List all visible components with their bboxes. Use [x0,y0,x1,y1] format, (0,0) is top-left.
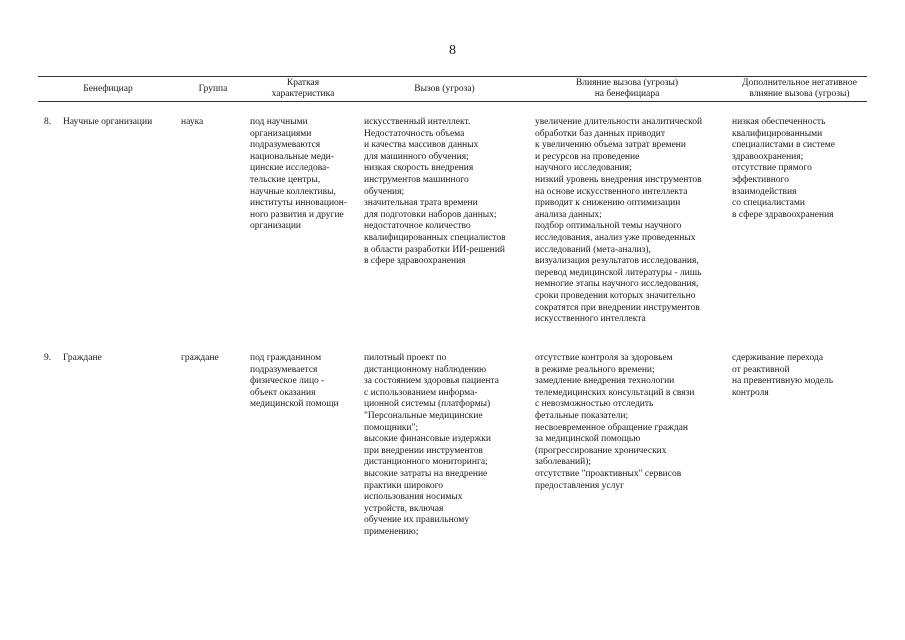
row-8-impact: увеличение длительности аналитической обработки баз данных приводит к увеличению объема затрат времени и ресурсов на проведение научного исследования; низкий уровень внедрения инструментов на основе искусственного интеллекта приводит к снижению оптимизации анализа данных; подбор оптимальной темы научного исследования, анализ уже проведенных исследований (мета-анализ), визуализация результатов исследования, перевод медицинской литературы - лишь немногие этапы научного исследования, сроки проведения которых значительно сократятся при внедрении инструментов искусственного интеллекта [535,117,703,325]
row-8-challenge: искусственный интеллект. Недостаточность объема и качества массивов данных для машинного обучения; низкая скорость внедрения инструментов машинного обучения; значительная трата времени для подготовки наборов данных; недостаточное количество квалифицированных специалистов в области разработки ИИ-решений в сфере здравоохранения [364,117,506,267]
row-9-number: 9. [44,353,52,363]
header-characteristic: Краткая характеристика [271,78,335,99]
row-8-group: наука [181,117,204,127]
header-impact: Влияние вызова (угрозы) на бенефициара [575,78,679,99]
row-9-characteristic: под гражданином подразумевается физическое лицо - объект оказания медицинской помощи [250,353,339,410]
header-additional: Дополнительное негативное влияние вызова (угрозы) [742,78,857,99]
row-9-group: граждане [181,353,219,363]
row-8-characteristic: под научными организациями подразумеваются национальные меди- цинские исследова- тельские центры, научные коллективы, институты инновацион- ного развития и другие организации [250,117,348,232]
row-9-challenge: пилотный проект по дистанционному наблюдению за состоянием здоровья пациента с использованием информа- ционной системы (платформы) "Персональные медицинские помощники"; высокие финансовые издержки при внедрении инструментов дистанционного мониторинга; высокие затраты на внедрение практики широкого использования носимых устройств, включая обучение их правильному применению; [364,353,499,537]
row-9-additional: сдерживание перехода от реактивной на превентивную модель контроля [732,353,834,398]
header-challenge: Вызов (угроза) [414,84,475,94]
row-8-beneficiary: Научные организации [63,117,153,127]
page-number: 8 [449,43,456,58]
row-9-beneficiary: Граждане [63,353,102,363]
table-header-top-rule [38,76,867,77]
row-8-number: 8. [44,117,52,127]
row-8-additional: низкая обеспеченность квалифицированными специалистами в системе здравоохранения; отсутствие прямого эффективного взаимодействия со специалистами в сфере здравоохранения [732,117,835,220]
header-group: Группа [198,84,228,94]
table-header-bottom-rule [38,101,867,102]
row-9-impact: отсутствие контроля за здоровьем в режиме реального времени; замедление внедрения технологии телемедицинских консультаций в связи с невозможностью отследить фетальные показатели; несвоевременное обращение граждан за медицинской помощью (прогрессирование хронических заболеваний); отсутствие "проактивных" сервисов предоставления услуг [535,353,695,491]
header-beneficiary: Бенефициар [83,84,133,94]
